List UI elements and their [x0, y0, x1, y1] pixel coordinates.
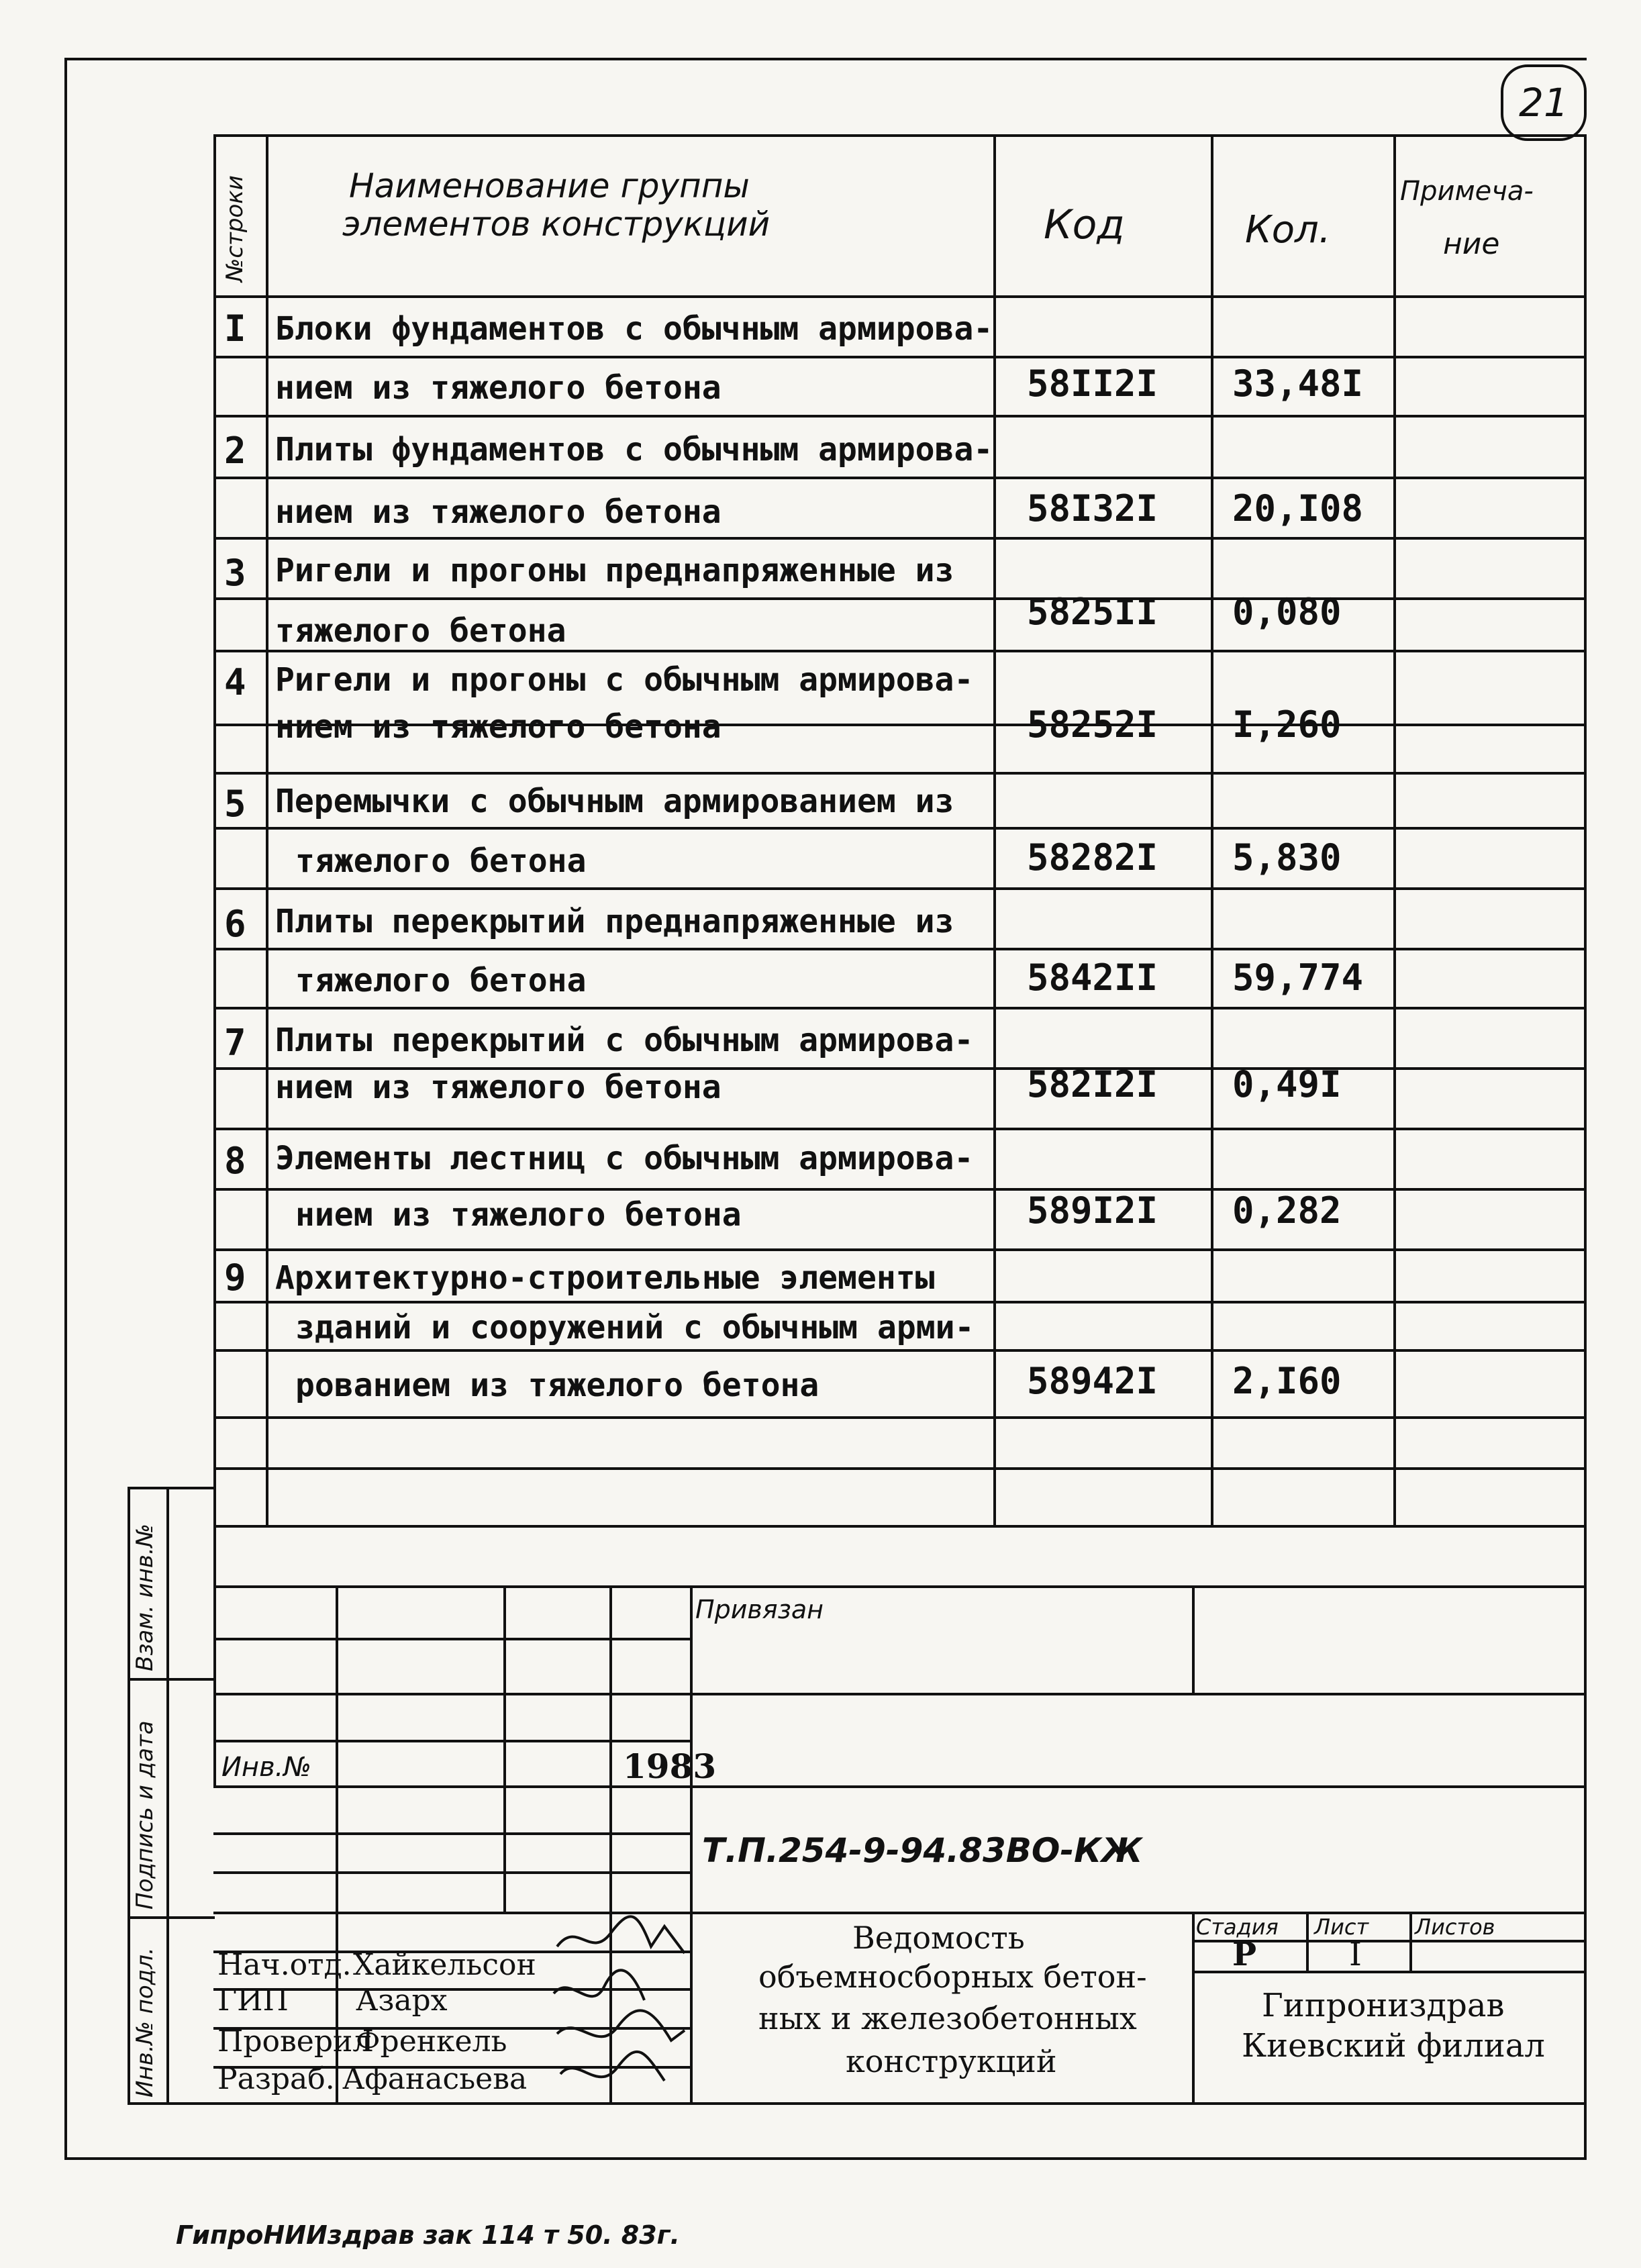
- sheets-label: Листов: [1415, 1914, 1495, 1940]
- sheet-value: I: [1349, 1936, 1362, 1973]
- row-2-name-line1: Плиты фундаментов с обычным армирова-: [275, 431, 993, 469]
- staff-3-name: Френкель: [356, 2024, 507, 2059]
- footer-order-note: ГипроНИИздрав зак 114 т 50. 83г.: [176, 2220, 680, 2250]
- staff-4-role: Разраб.: [217, 2062, 335, 2096]
- row-2-code: 58I32I: [1027, 487, 1158, 530]
- row-2-no: 2: [224, 430, 246, 472]
- row-7-name-line2: нием из тяжелого бетона: [275, 1069, 722, 1106]
- header-name-line1: Наименование группы: [349, 166, 750, 205]
- row-4-code: 58252I: [1027, 703, 1158, 746]
- header-row-no: №строки: [221, 175, 248, 282]
- stage-value: Р: [1232, 1936, 1257, 1973]
- row-8-code: 589I2I: [1027, 1189, 1158, 1232]
- row-9-name-line2: зданий и сооружений с обычным арми-: [295, 1309, 975, 1346]
- staff-1-role: Нач.отд.: [217, 1948, 352, 1982]
- row-7-name-line1: Плиты перекрытий с обычным армирова-: [275, 1022, 974, 1059]
- row-3-code: 5825II: [1027, 591, 1158, 633]
- row-6-name-line2: тяжелого бетона: [295, 962, 587, 999]
- col-code-divider: [1211, 134, 1213, 1525]
- col-no-divider: [266, 134, 268, 1525]
- row-6-qty: 59,774: [1232, 956, 1364, 999]
- row-7-qty: 0,49I: [1232, 1063, 1342, 1105]
- frame-left: [64, 58, 67, 2159]
- staff-4-name: Афанасьева: [342, 2062, 528, 2096]
- row-3-name-line2: тяжелого бетона: [275, 612, 566, 650]
- doc-title-line2: объемносборных бетон-: [758, 1959, 1147, 1995]
- row-7-no: 7: [224, 1022, 246, 1064]
- row-5-no: 5: [224, 783, 246, 825]
- row-6-no: 6: [224, 903, 246, 945]
- row-1-qty: 33,48I: [1232, 362, 1364, 405]
- side-strip-right: [166, 1487, 169, 2104]
- row-1-no: I: [224, 307, 246, 350]
- row-3-name-line1: Ригели и прогоны преднапряженные из: [275, 552, 954, 589]
- row-5-name-line2: тяжелого бетона: [295, 842, 587, 880]
- row-3-qty: 0,080: [1232, 591, 1342, 633]
- header-note-line1: Примеча-: [1400, 176, 1534, 207]
- col-qty-divider: [1393, 134, 1396, 1525]
- frame-top: [64, 58, 1587, 60]
- staff-2-name: Азарх: [356, 1983, 448, 2018]
- side-label-replace-inv: Взам. инв.№: [132, 1523, 158, 1671]
- stage-label: Стадия: [1196, 1914, 1279, 1940]
- year: 1983: [623, 1746, 717, 1786]
- row-9-qty: 2,I60: [1232, 1360, 1342, 1402]
- row-8-qty: 0,282: [1232, 1189, 1342, 1232]
- row-8-name-line1: Элементы лестниц с обычным армирова-: [275, 1140, 974, 1177]
- header-qty: Кол.: [1245, 208, 1331, 252]
- side-label-sign-date: Подпись и дата: [132, 1720, 158, 1910]
- org-line1: Гипрониздрав: [1262, 1987, 1505, 2024]
- row-6-code: 5842II: [1027, 956, 1158, 999]
- document-code: Т.П.254-9-94.83ВО-КЖ: [702, 1831, 1143, 1870]
- signatures: [550, 1906, 711, 2108]
- header-bottom: [213, 295, 1587, 298]
- row-6-name-line1: Плиты перекрытий преднапряженные из: [275, 903, 954, 940]
- row-2-qty: 20,I08: [1232, 487, 1364, 530]
- row-2-name-line2: нием из тяжелого бетона: [275, 493, 722, 531]
- org-line2: Киевский филиал: [1242, 2027, 1545, 2065]
- row-9-name-line1: Архитектурно-строительные элементы: [275, 1259, 935, 1297]
- row-5-code: 58282I: [1027, 836, 1158, 879]
- row-4-name-line2: нием из тяжелого бетона: [275, 708, 722, 746]
- row-1-name-line2: нием из тяжелого бетона: [275, 369, 722, 407]
- row-4-no: 4: [224, 661, 246, 703]
- col-name-divider: [993, 134, 996, 1525]
- row-5-qty: 5,830: [1232, 836, 1342, 879]
- row-9-code: 58942I: [1027, 1360, 1158, 1402]
- header-name-line2: элементов конструкций: [342, 205, 770, 244]
- row-8-no: 8: [224, 1140, 246, 1182]
- row-1-code: 58II2I: [1027, 362, 1158, 405]
- privyazan-label: Привязан: [695, 1595, 824, 1624]
- row-9-name-line3: рованием из тяжелого бетона: [295, 1367, 819, 1404]
- row-9-no: 9: [224, 1256, 246, 1299]
- col-left: [213, 134, 216, 1785]
- inv-no-label: Инв.№: [221, 1752, 311, 1783]
- table-top: [213, 134, 1587, 137]
- row-1-name-line1: Блоки фундаментов с обычным армирова-: [275, 310, 993, 348]
- frame-right: [1584, 134, 1587, 2159]
- page-number: 21: [1501, 64, 1587, 141]
- row-4-name-line1: Ригели и прогоны с обычным армирова-: [275, 661, 974, 699]
- row-4-qty: I,260: [1232, 703, 1342, 746]
- side-strip-left: [128, 1487, 130, 2104]
- row-7-code: 582I2I: [1027, 1063, 1158, 1105]
- row-3-no: 3: [224, 552, 246, 594]
- staff-3-role: Проверил: [217, 2024, 372, 2059]
- frame-bottom: [64, 2157, 1587, 2160]
- doc-title-line4: конструкций: [846, 2043, 1057, 2079]
- row-5-name-line1: Перемычки с обычным армированием из: [275, 783, 954, 820]
- staff-1-name: Хайкельсон: [353, 1948, 536, 1982]
- row-8-name-line2: нием из тяжелого бетона: [295, 1196, 742, 1234]
- doc-title-line1: Ведомость: [852, 1920, 1025, 1956]
- doc-title-line3: ных и железобетонных: [758, 2000, 1137, 2036]
- side-label-inv-orig: Инв.№ подл.: [132, 1947, 158, 2098]
- header-note-line2: ние: [1443, 227, 1500, 261]
- sheet-label: Лист: [1314, 1914, 1369, 1940]
- header-code: Код: [1044, 201, 1125, 248]
- staff-2-role: ГИП: [217, 1983, 289, 2018]
